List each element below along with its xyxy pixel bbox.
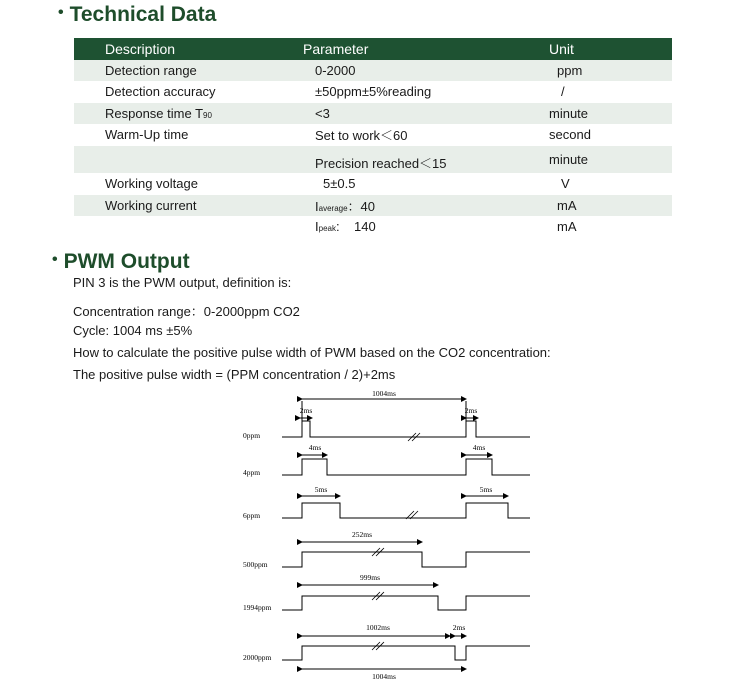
pulse-label: 2ms: [299, 406, 313, 415]
bullet-icon: •: [52, 251, 58, 269]
table-row: [74, 216, 672, 238]
bullet-icon: •: [58, 4, 64, 22]
pulse-label: 4ms: [472, 443, 486, 452]
pulse-label: 2ms: [464, 406, 478, 415]
technical-data-title: Technical Data: [69, 3, 217, 26]
wave-0ppm: [282, 421, 530, 437]
cell-description: Working current: [74, 195, 303, 217]
wave-label: 2000ppm: [243, 653, 272, 662]
cell-unit: second: [549, 127, 591, 143]
table-row: [74, 195, 672, 217]
cell-description: [74, 146, 303, 174]
cell-parameter: Precision reached＜15: [303, 146, 549, 174]
cell-description: Working voltage: [105, 176, 198, 192]
header-description: Description: [74, 38, 303, 60]
pulse-label: 252ms: [351, 530, 373, 539]
pulse-label: 999ms: [359, 573, 381, 582]
table-row: [74, 60, 672, 82]
technical-data-table: [74, 38, 672, 238]
cell-unit: V: [561, 176, 570, 192]
cell-description: Warm-Up time: [105, 127, 189, 143]
cell-unit: mA: [549, 195, 672, 217]
table-header-row: [74, 38, 672, 60]
wave-4ppm: [282, 459, 530, 475]
pwm-output-heading: [52, 250, 190, 274]
cell-unit: minute: [549, 146, 672, 174]
wave-2000ppm: [282, 646, 530, 660]
cell-description: Detection accuracy: [105, 84, 216, 100]
technical-data-heading: [58, 3, 216, 27]
cell-unit: /: [561, 84, 565, 100]
current-subscript: average: [318, 203, 348, 213]
current-symbol: I: [315, 219, 319, 235]
current-value: : 140: [335, 219, 376, 235]
table-row: [74, 173, 672, 195]
cell-description: [74, 103, 303, 125]
cell-unit: ppm: [549, 60, 672, 82]
table-row: [74, 124, 672, 146]
table-row: [74, 81, 672, 103]
cell-unit: minute: [549, 103, 672, 125]
cell-parameter: [303, 216, 549, 238]
table-row: [74, 146, 672, 174]
pulse-label: 5ms: [314, 485, 328, 494]
pwm-line-cycle: Cycle: 1004 ms ±5%: [73, 323, 193, 338]
pwm-line-how: How to calculate the positive pulse width of PWM based on the CO2 concentration:: [73, 345, 551, 360]
cell-description: [74, 216, 303, 238]
cell-parameter: [303, 195, 549, 217]
low-label: 2ms: [452, 623, 466, 632]
wave-label: 500ppm: [243, 560, 268, 569]
period-label-bottom: 1004ms: [372, 672, 396, 681]
pulse-label: 1002ms: [366, 623, 390, 632]
cell-unit: mA: [557, 219, 577, 235]
cell-parameter: <3: [303, 103, 549, 125]
response-time-subscript: 90: [203, 110, 212, 120]
response-time-label: Response time T: [105, 105, 204, 121]
pwm-timing-diagram: [230, 384, 550, 684]
pwm-line-formula: The positive pulse width = (PPM concentration / 2)+2ms: [73, 367, 396, 382]
cell-parameter: 0-2000: [303, 60, 549, 82]
header-unit: Unit: [549, 38, 672, 60]
current-value: ：40: [347, 198, 376, 214]
wave-label: 0ppm: [243, 431, 261, 440]
pulse-label: 5ms: [479, 485, 493, 494]
wave-1994ppm: [282, 596, 530, 610]
cell-parameter: ±50ppm±5%reading: [315, 84, 432, 100]
wave-500ppm: [282, 552, 530, 567]
table-row: [74, 103, 672, 125]
wave-label: 1994ppm: [243, 603, 272, 612]
pwm-line-range: Concentration range：0-2000ppm CO2: [73, 304, 300, 319]
cell-parameter: 5±0.5: [323, 176, 356, 192]
wave-label: 6ppm: [243, 511, 261, 520]
cell-description: Detection range: [74, 60, 303, 82]
header-parameter: Parameter: [303, 38, 549, 60]
current-symbol: I: [315, 198, 319, 214]
pulse-label: 4ms: [308, 443, 322, 452]
pwm-output-title: PWM Output: [63, 250, 190, 273]
current-subscript: peak: [318, 224, 336, 234]
pwm-line-pin: PIN 3 is the PWM output, definition is:: [73, 275, 292, 290]
wave-6ppm: [282, 503, 530, 518]
period-label: 1004ms: [372, 389, 396, 398]
wave-label: 4ppm: [243, 468, 261, 477]
cell-parameter: Set to work＜60: [315, 128, 408, 144]
